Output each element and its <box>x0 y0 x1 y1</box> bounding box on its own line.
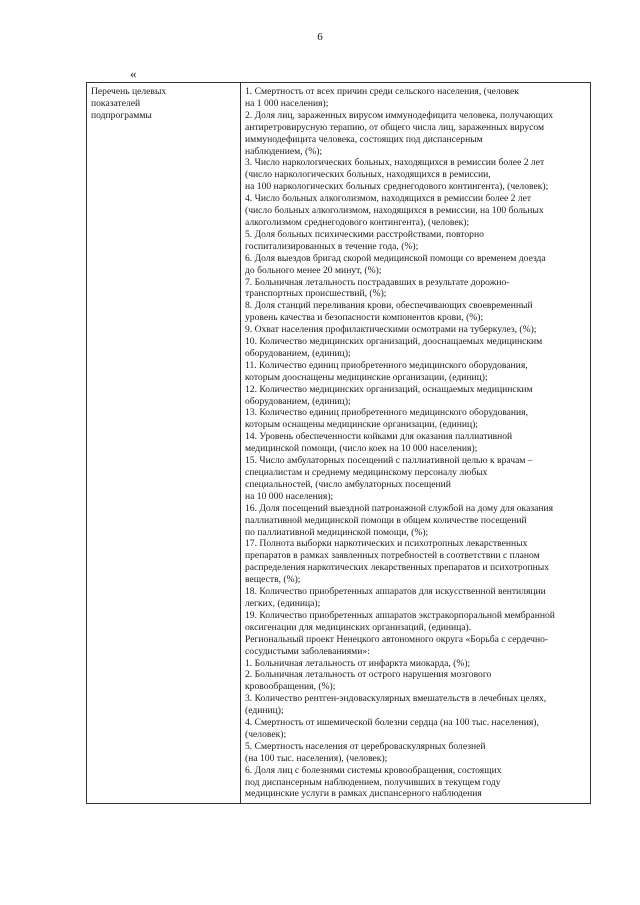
indicators-table <box>86 82 591 804</box>
indicator-text-line: оксигенации для медицинских организаций, (единица). <box>245 621 472 633</box>
indicator-text-line: 9. Охват населения профилактическими осмотрами на туберкулез, (%); <box>245 324 537 336</box>
indicator-text-line: (число наркологических больных, находящихся в ремиссии, <box>245 169 491 181</box>
indicator-text-line: медицинские услуги в рамках диспансерного наблюдения <box>245 788 482 800</box>
indicator-text-line: (человек); <box>245 728 287 740</box>
indicator-text-line: распределения наркотических лекарственных препаратов и психотропных <box>245 562 550 574</box>
indicator-text-line: уровень качества и безопасности компонентов крови, (%); <box>245 312 484 324</box>
indicator-text-line: веществ, (%); <box>245 574 301 586</box>
indicator-text-line: 14. Уровень обеспеченности койками для оказания паллиативной <box>245 431 513 443</box>
indicator-text-line: 5. Смертность населения от цереброваскулярных болезней <box>245 740 486 752</box>
indicator-text-line: 17. Полнота выборки наркотических и психотропных лекарственных <box>245 538 528 550</box>
indicator-text-line: 1. Больничная летальность от инфаркта миокарда, (%); <box>245 657 471 669</box>
opening-quote-mark: « <box>130 66 137 81</box>
indicator-text-line: сосудистыми заболеваниями»: <box>245 645 370 657</box>
indicator-text-line: 15. Число амбулаторных посещений с паллиативной целью к врачам – <box>245 455 533 467</box>
indicator-text-line: (на 100 тыс. населения), (человек); <box>245 752 388 764</box>
indicator-text-line: Региональный проект Ненецкого автономного округа «Борьба с сердечно- <box>245 633 549 645</box>
indicator-text-line: кровообращения, (%); <box>245 681 336 693</box>
indicator-text-line: госпитализированных в течение года, (%); <box>245 240 419 252</box>
indicator-text-line: специальностей, (число амбулаторных посещений <box>245 478 451 490</box>
indicator-text-line: до больного менее 20 минут, (%); <box>245 264 382 276</box>
indicator-text-line: антиретровирусную терапию, от общего числа лиц, зараженных вирусом <box>245 121 545 133</box>
indicator-text-line: оборудованием, (единиц); <box>245 395 351 407</box>
indicator-text-line: препаратов в рамках заявленных потребностей в соответствии с планом <box>245 550 540 562</box>
indicator-text-line: наблюдением, (%); <box>245 145 323 157</box>
indicator-text-line: на 1 000 населения); <box>245 97 329 109</box>
indicator-text-line: (число больных алкоголизмом, находящихся в ремиссии, на 100 больных <box>245 205 544 217</box>
indicator-text-line: 19. Количество приобретенных аппаратов экстракорпоральной мембранной <box>245 609 555 621</box>
indicator-text-line: которым дооснащены медицинские организации, (единиц); <box>245 371 488 383</box>
indicator-text-line: иммунодефицита человека, состоящих под диспансерным <box>245 133 483 145</box>
indicator-text-line: которым оснащены медицинские организации, (единиц); <box>245 419 478 431</box>
indicator-text-line: 10. Количество медицинских организаций, дооснащаемых медицинским <box>245 336 543 348</box>
indicator-text-line: 6. Доля лиц с болезнями системы кровообращения, состоящих <box>245 764 502 776</box>
indicator-text-line: (единиц); <box>245 705 284 717</box>
row-label-line: подпрограммы <box>91 109 152 121</box>
row-label-cell <box>87 83 241 804</box>
indicator-text-line: 4. Смертность от ишемической болезни сердца (на 100 тыс. населения), <box>245 717 539 729</box>
table-row <box>87 83 591 804</box>
indicator-text-line: на 10 000 населения); <box>245 490 334 502</box>
row-label-line: Перечень целевых <box>91 86 167 97</box>
indicator-text-line: транспортных происшествий, (%); <box>245 288 387 300</box>
indicator-text-line: 2. Доля лиц, зараженных вирусом иммунодефицита человека, получающих <box>245 109 554 121</box>
indicator-text-line: 8. Доля станций переливания крови, обеспечивающих своевременный <box>245 300 533 312</box>
indicator-text-line: на 100 наркологических больных среднегодового контингента), (человек); <box>245 181 549 193</box>
indicator-text-line: паллиативной медицинской помощи в общем количестве посещений <box>245 514 527 526</box>
indicator-text-line: 12. Количество медицинских организаций, оснащаемых медицинским <box>245 383 533 395</box>
indicator-text-line: 7. Больничная летальность пострадавших в результате дорожно- <box>245 276 510 288</box>
indicator-text-line: алкоголизмом среднегодового контингента), (человек); <box>245 216 470 228</box>
indicator-text-line: 1. Смертность от всех причин среди сельского населения, (человек <box>245 86 519 97</box>
indicator-text-line: 6. Доля выездов бригад скорой медицинской помощи со временем доезда <box>245 252 546 264</box>
indicator-text-line: 2. Больничная летальность от острого нарушения мозгового <box>245 669 492 681</box>
indicator-text-line: 5. Доля больных психическими расстройствами, повторно <box>245 228 484 240</box>
page-number: 6 <box>317 31 323 43</box>
indicator-text-line: легких, (единица); <box>245 597 321 609</box>
indicator-text-line: 4. Число больных алкоголизмом, находящихся в ремиссии более 2 лет <box>245 193 532 205</box>
indicator-text-line: 18. Количество приобретенных аппаратов для искусственной вентиляции <box>245 586 546 598</box>
indicator-text-line: 13. Количество единиц приобретенного медицинского оборудования, <box>245 407 528 419</box>
indicator-text-line: 16. Доля посещений выездной патронажной службой на дому для оказания <box>245 502 554 514</box>
indicator-text-line: 11. Количество единиц приобретенного медицинского оборудования, <box>245 359 528 371</box>
indicator-text-line: медицинской помощи, (число коек на 10 000 населения); <box>245 443 478 455</box>
indicator-text-line: специалистам и среднему медицинскому персоналу любых <box>245 467 488 478</box>
indicator-text-line: 3. Количество рентген-эндоваскулярных вмешательств в лечебных целях, <box>245 693 547 705</box>
row-label-line: показателей <box>91 97 141 109</box>
indicator-text-line: под диспансерным наблюдением, получивших в текущем году <box>245 776 501 788</box>
indicators-list-cell <box>241 83 591 804</box>
indicator-text-line: по паллиативной медицинской помощи, (%); <box>245 526 429 538</box>
indicator-text-line: 3. Число наркологических больных, находящихся в ремиссии более 2 лет <box>245 157 545 169</box>
indicator-text-line: оборудованием, (единиц); <box>245 347 351 359</box>
